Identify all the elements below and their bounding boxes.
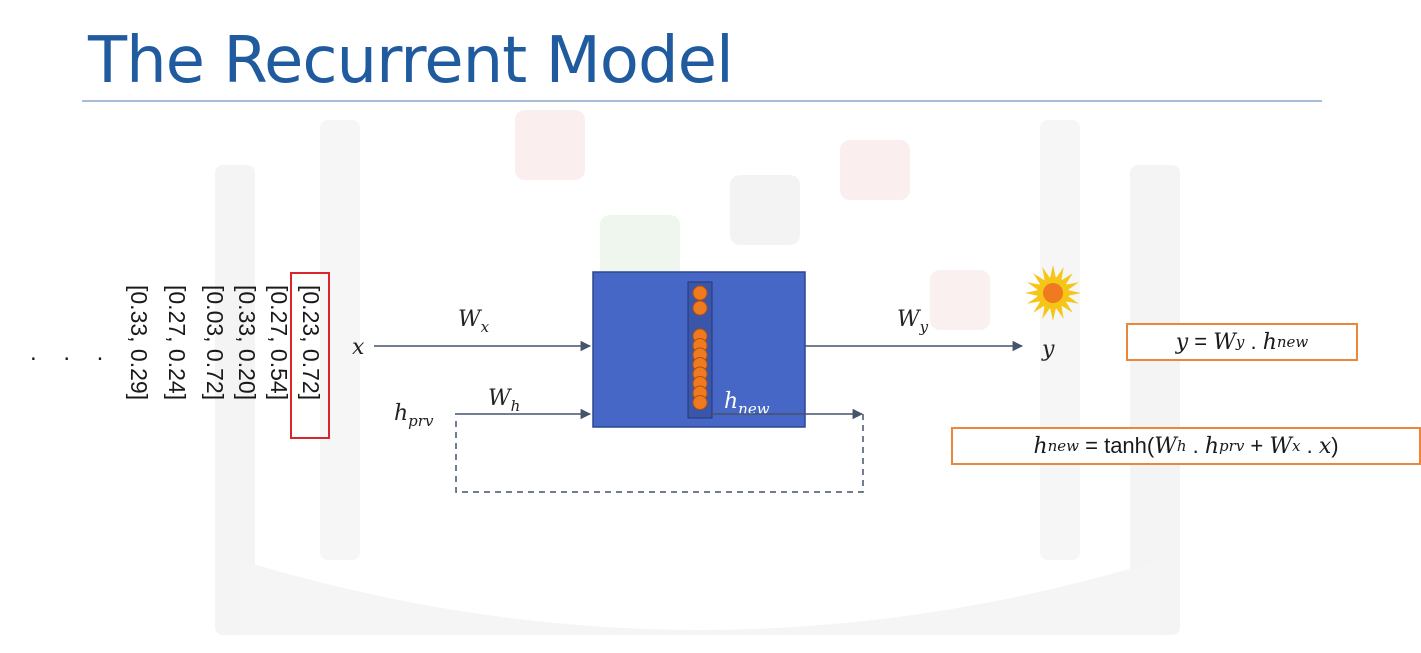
input-sequence [126,285,324,400]
wy-label: $W_y$ [897,307,929,336]
wx-label: $W_x$ [458,307,490,336]
f-w-sub: y [1235,333,1245,351]
h-prv-label: $h_{prv}$ [394,401,434,430]
f-w: W [1213,329,1236,355]
f-h: h [1262,329,1277,355]
output-formula [1126,323,1358,361]
input-vector-4: [0.03, 0.72] [202,285,228,401]
input-vector-3: [0.33, 0.20] [234,285,260,401]
f-dot: . [1244,329,1263,354]
slide-title: The Recurrent Model [88,24,733,98]
input-vector-2: [0.27, 0.54] [266,285,292,401]
g-x: x [1318,433,1332,459]
input-vector-5: [0.27, 0.24] [164,285,190,401]
g-dot2: . [1300,433,1319,458]
g-wx-sub: x [1292,437,1301,455]
g-h-sub: new [1047,437,1079,455]
g-tanh: tanh( [1104,433,1155,458]
x-label: x [352,335,365,360]
neuron-10 [693,396,707,410]
neuron-1 [693,286,707,300]
g-plus: + [1244,433,1270,458]
g-wh: W [1154,433,1177,459]
g-wh-sub: h [1176,437,1187,455]
neuron-2 [693,301,707,315]
hidden-state-formula [951,427,1421,465]
input-vector-1: [0.23, 0.72] [298,285,324,401]
input-vector-6: [0.33, 0.29] [126,285,152,401]
sequence-ellipsis: . . . [30,339,114,366]
sun-icon [1025,265,1081,321]
g-wx: W [1269,433,1292,459]
f-y: y [1175,329,1189,355]
wh-label: $W_h$ [488,386,521,415]
y-label: y [1042,337,1055,362]
f-eq: = [1188,329,1214,354]
sun-core [1043,283,1063,303]
f-h-sub: new [1276,333,1309,351]
h-new-label: $h_{new}$ [724,389,770,418]
hidden-neurons [693,286,707,410]
g-dot1: . [1186,433,1205,458]
g-close: ) [1331,433,1339,458]
g-hp-sub: prv [1219,437,1245,455]
g-hp: h [1204,433,1220,459]
g-h: h [1033,433,1048,459]
g-eq: = [1079,433,1105,458]
